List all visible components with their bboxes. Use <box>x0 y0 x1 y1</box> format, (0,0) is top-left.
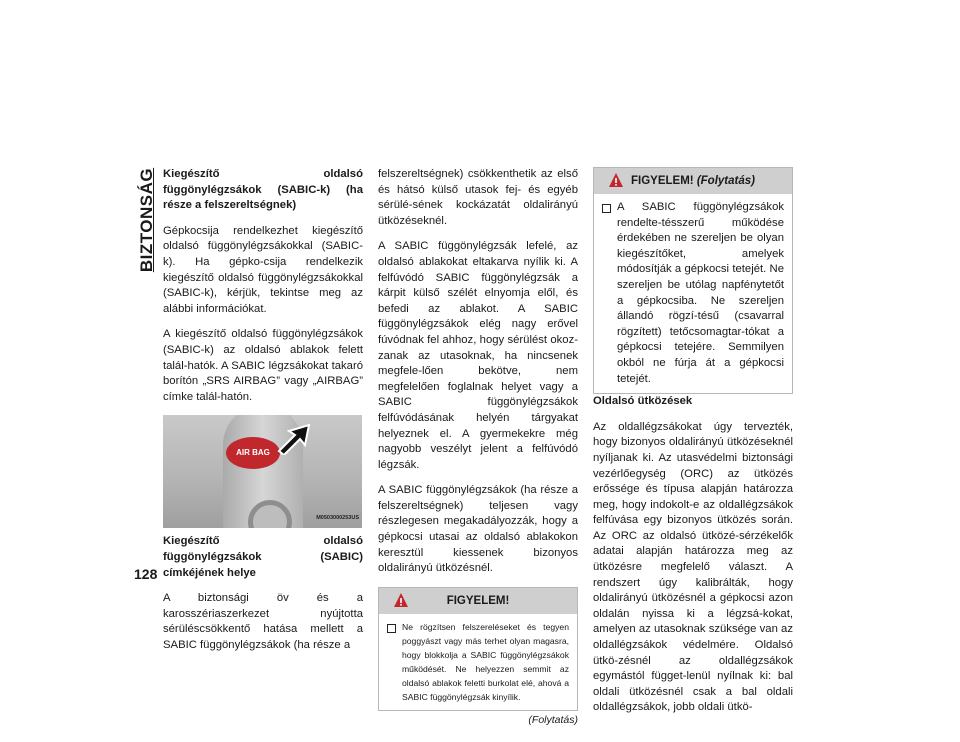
sabic-heading: Kiegészítő oldalsó függönylégzsákok (SABIC-k) (ha része a felszereltségnek) <box>163 168 363 212</box>
airbag-label-photo <box>163 415 362 528</box>
warning-icon <box>393 592 409 608</box>
figure-code: M0503000253US <box>316 514 359 521</box>
paragraph: A SABIC függönylégzsák lefelé, az oldalsó ablakokat eltakarva nyílik ki. A felfúvódó SABIC függönylégzsák a kárpit külső szélét elnyomja elől, és befedi az ablakot. A SABIC függönylégzsákok elég nagy erővel fúvódnak fel ahhoz, hogy sérülést okoz-zanak az utasoknak, ha nincsenek megfele-lően bekötve, nem megfelelően foglalnak helyet vagy a SABIC függönylégzsákok felfúvódásának helyén tárgyakat helyeznek el. A gyermekekre még nagyobb veszélyt jelent a felfúvódó légzsák. <box>378 240 578 471</box>
section-tab-label: BIZTONSÁG <box>137 167 156 273</box>
checkbox-bullet-icon <box>387 624 396 633</box>
paragraph: A kiegészítő oldalsó függönylégzsákok (SABIC-k) az oldalsó ablakok felett talál-hatók. A SABIC légzsákokat takaró borítón „SRS AIRBAG” vagy „AIRBAG” címke talál-hatón. <box>163 328 363 403</box>
warning-title-suffix: (Folytatás) <box>696 175 755 187</box>
column-1 <box>163 167 363 663</box>
warning-text: Ne rögzítsen felszereléseket és tegyen poggyászt vagy más terhet olyan magasra, hogy blokkolja a SABIC függönylégzsákok működését. Ne helyezzen semmit az oldalsó ablakok feletti burkolat elé, ahová a SABIC függönylégzsák kinyílik. <box>402 621 569 702</box>
page-number: 128 <box>134 566 158 582</box>
paragraph: Gépkocsija rendelkezhet kiegészítő oldalsó függönylégzsákokkal (SABIC-k). Ha gépko-csija rendelkezik kiegészítő oldalsó függönylégzsákokkal (SABIC-k), kérjük, tekintse meg az alábbi információkat. <box>163 224 363 315</box>
warning-title: FIGYELEM! <box>446 594 510 607</box>
figure-caption: Kiegészítő oldalsó függönylégzsákok (SABIC) címkéjének helye <box>163 535 363 579</box>
paragraph: A biztonsági öv és a karosszériaszerkezet nyújtotta sérüléscsökkentő hatása mellett a SABIC függönylégzsákok (ha része a <box>163 592 363 651</box>
column-2 <box>378 167 578 728</box>
warning-icon <box>608 172 624 188</box>
paragraph: Az oldallégzsákokat úgy tervezték, hogy bizonyos oldalirányú ütközéseknél nyíljanak ki. Az utasvédelmi biztonsági vezérlőegység (ORC) az ütközés erőssége és típusa alapján határozza meg, hogy indokolt-e az oldallégzsákok felfúvása egy bizonyos ütközés során. Az ORC az oldalsó ütközé-sérzékelők adatai alapján határozza meg az ütközésre megfelelő választ. A rendszert úgy kalibrálták, hogy oldalirányú ütközésnél a gépkocsi azon oldalán nyissa ki a légzsá-kokat, amelyen az utasoknak szüksége van az oldallégzsákok védelmére. Oldalsó ütkö-zésnél az oldallégzsákok egymástól függet-lenül nyílnak ki: bal oldali ütközésnél csak a bal oldali oldallégzsákok, jobb oldali ütkö- <box>593 420 793 714</box>
paragraph: felszereltségnek) csökkenthetik az első és hátsó külső utasok fej- és egyéb sérülé-sének kockázatát oldalirányú ütközéseknél. <box>378 168 578 227</box>
column-3 <box>593 167 793 726</box>
side-impacts-heading: Oldalsó ütközések <box>593 395 693 408</box>
warning-box <box>378 587 578 711</box>
warning-box-continued <box>593 167 793 394</box>
pointer-arrow-icon <box>275 421 323 455</box>
continued-note: (Folytatás) <box>528 713 578 726</box>
warning-header <box>379 588 577 614</box>
warning-text: A SABIC függönylégzsákok rendelte-tésszerű működése érdekében ne szereljen be olyan kiegészítőket, amelyek módosítják a gépkocsi tetejét. Ne szereljen be utólag napfénytetőt a gépkocsiba. Ne szereljen állandó rögzí-tésű (csavarral rögzített) tetőcsomagtar-tókat a gépkocsi tetejére. Semmilyen okból ne fúrja át a gépkocsi tetejét. <box>617 201 784 385</box>
section-tab <box>132 150 162 290</box>
checkbox-bullet-icon <box>602 204 611 213</box>
paragraph: A SABIC függönylégzsákok (ha része a felszereltségnek) teljesen vagy részlegesen megakadályozzák, hogy a gépkocsi utasai az oldalsó ablakokon keresztül kiessenek bizonyos oldalirányú ütközésnél. <box>378 484 578 575</box>
airbag-badge: AIR BAG <box>226 437 280 469</box>
warning-header <box>594 168 792 194</box>
warning-title: FIGYELEM! <box>631 175 694 187</box>
